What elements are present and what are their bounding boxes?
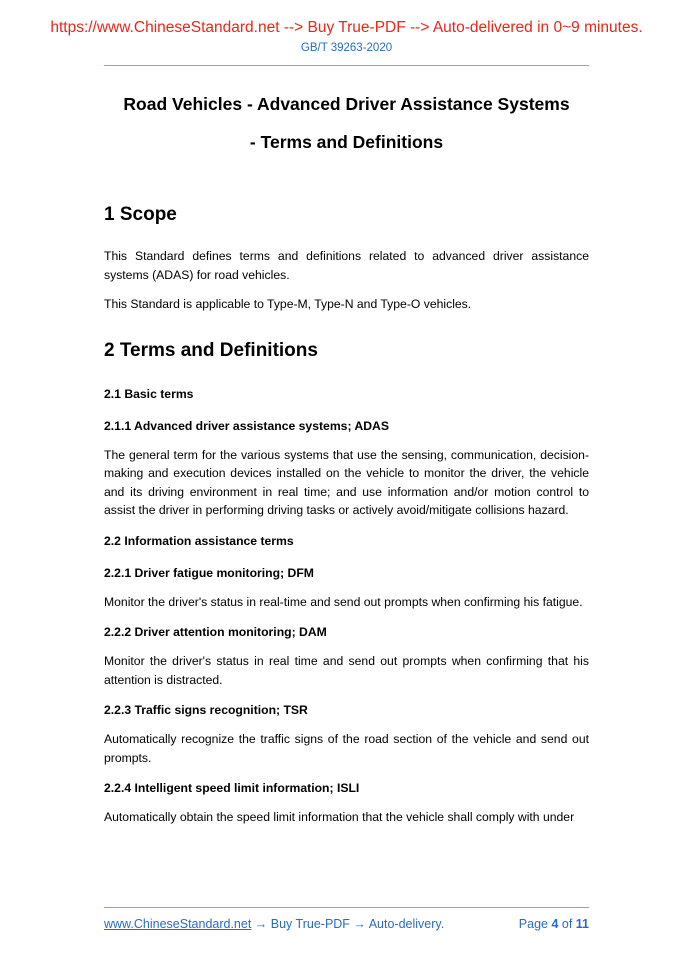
- section-terms-heading: 2 Terms and Definitions: [104, 339, 318, 361]
- top-banner[interactable]: https://www.ChineseStandard.net --> Buy True-PDF --> Auto-delivered in 0~9 minutes.: [50, 19, 643, 36]
- section-scope-heading: 1 Scope: [104, 204, 177, 225]
- adas-term-heading: 2.1.1 Advanced driver assistance systems; ADAS: [104, 418, 389, 433]
- isli-definition: Automatically obtain the speed limit information that the vehicle shall comply with under: [104, 810, 575, 824]
- adas-definition: The general term for the various systems that use the sensing, communication, decision-making and execution devices installed on the vehicle to monitor the driver, the vehicle and its driving environment in real time; and use information and/or motion control to assist the driver in performing driving tasks or actively avoid/mitigate collisions hazard.: [104, 447, 589, 517]
- tsr-term-heading: 2.2.3 Traffic signs recognition; TSR: [104, 703, 308, 717]
- footer-divider: [104, 907, 589, 908]
- document-title-line1: Road Vehicles - Advanced Driver Assistance Systems: [123, 94, 570, 114]
- page-footer: [104, 915, 589, 933]
- tsr-definition: Automatically recognize the traffic signs of the road section of the vehicle and send out prompts.: [104, 732, 589, 765]
- page-of-label: of: [558, 917, 576, 931]
- page-label: Page: [518, 917, 552, 931]
- page-indicator: [519, 915, 589, 933]
- footer-site-link[interactable]: www.ChineseStandard.net: [104, 917, 252, 931]
- info-assistance-heading: 2.2 Information assistance terms: [104, 533, 294, 548]
- header-divider: [104, 65, 589, 66]
- total-pages-number: 11: [575, 917, 589, 931]
- isli-term-heading: 2.2.4 Intelligent speed limit information; ISLI: [104, 781, 360, 795]
- dam-definition: Monitor the driver's status in real time and send out prompts when confirming that his attention is distracted.: [104, 654, 589, 687]
- scope-paragraph-2: This Standard is applicable to Type-M, Type-N and Type-O vehicles.: [104, 297, 472, 311]
- dam-term-heading: 2.2.2 Driver attention monitoring; DAM: [104, 625, 327, 639]
- basic-terms-heading: 2.1 Basic terms: [104, 386, 194, 401]
- dfm-definition: Monitor the driver's status in real-time and send out prompts when confirming his fatigue.: [104, 594, 583, 609]
- document-body: [104, 92, 589, 827]
- standard-number: GB/T 39263-2020: [300, 42, 393, 54]
- dfm-term-heading: 2.2.1 Driver fatigue monitoring; DFM: [104, 565, 314, 580]
- footer-tagline: → Buy True-PDF → Auto-delivery.: [251, 917, 445, 931]
- current-page-number: 4: [551, 917, 559, 931]
- scope-paragraph-1: This Standard defines terms and definitions related to advanced driver assistance systems (ADAS) for road vehicles.: [104, 249, 589, 282]
- document-title-line2: - Terms and Definitions: [249, 132, 444, 152]
